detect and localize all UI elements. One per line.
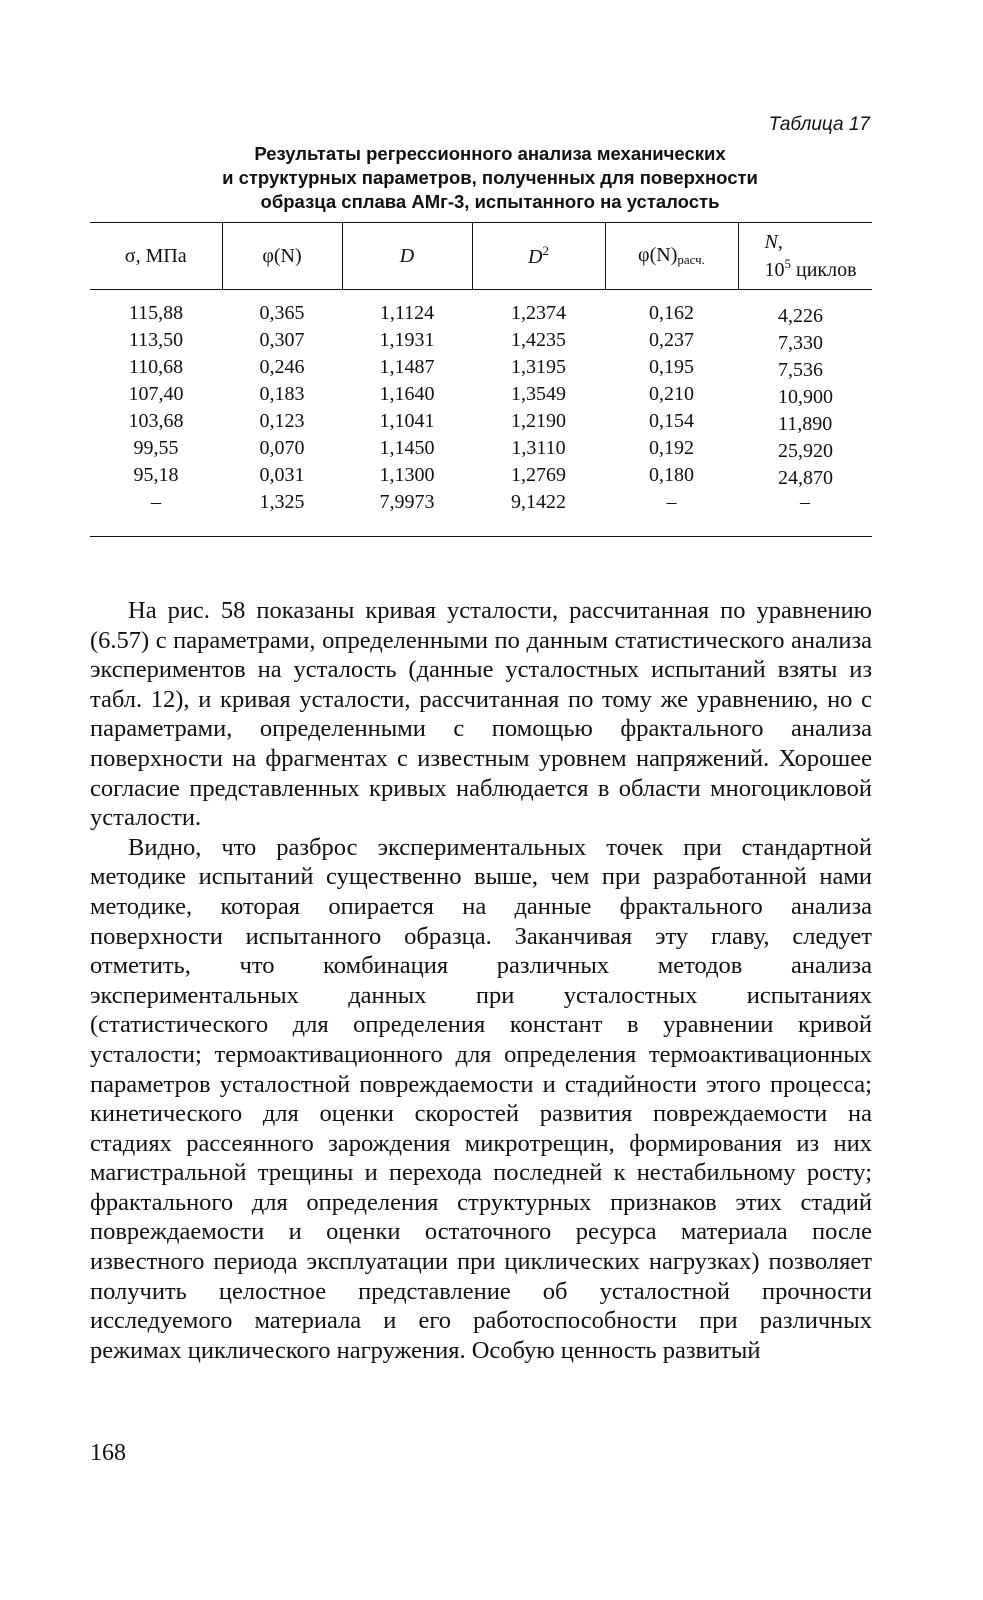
page-number: 168 — [90, 1440, 126, 1466]
table-cell: 107,40 — [128, 383, 184, 405]
table-cell: 1,2374 — [511, 302, 566, 324]
table-cell: 115,88 — [128, 302, 184, 324]
header-phi-calc-base: φ(N) — [638, 244, 678, 266]
table-cell: 7,9973 — [379, 491, 435, 513]
table-cell: 0,162 — [649, 302, 694, 324]
table-cell: 1,1300 — [379, 464, 435, 486]
results-table — [90, 222, 872, 537]
table-cell: – — [666, 491, 677, 513]
table-row — [90, 381, 872, 408]
table-cell: 0,195 — [649, 356, 694, 378]
table-cell: 0,031 — [259, 464, 305, 486]
table-row — [90, 290, 872, 328]
table-cell: 0,246 — [259, 356, 305, 378]
table-cell: – — [800, 491, 810, 513]
table-title-line: и структурных параметров, полученных для поверхности — [222, 167, 758, 188]
table-label: Таблица 17 — [768, 114, 870, 135]
header-n-unit-line — [765, 253, 873, 281]
header-n-base: 10 — [764, 259, 785, 281]
table-row — [90, 462, 872, 489]
table-cell: 10,900 — [778, 386, 833, 408]
header-phi-calc-sub: расч. — [677, 252, 705, 267]
table-cell: 9,1422 — [511, 491, 566, 513]
table-cell: 1,1124 — [379, 302, 435, 324]
body-text — [90, 596, 872, 1365]
table-cell: 0,237 — [649, 329, 694, 351]
table-title-line: Результаты регрессионного анализа механических — [254, 143, 726, 164]
table-cell: 95,18 — [133, 464, 179, 486]
table-cell: 1,1450 — [379, 437, 435, 459]
table-cell: 11,890 — [778, 413, 833, 435]
header-d-squared — [472, 223, 605, 290]
header-phi-n-calc — [605, 223, 738, 290]
table-cell: 1,2190 — [511, 410, 566, 432]
table-cell: 1,325 — [259, 491, 305, 513]
header-sigma: σ, МПа — [124, 244, 187, 267]
header-n-cycles — [738, 223, 872, 290]
table-cell: 0,123 — [259, 410, 305, 432]
table-cell: 7,330 — [778, 332, 823, 354]
table-row — [90, 354, 872, 381]
table-cell: 4,226 — [778, 305, 823, 327]
table-cell: 1,1640 — [379, 383, 435, 405]
table-cell: 0,210 — [649, 383, 694, 405]
table-cell: 0,070 — [259, 437, 305, 459]
table-header-row — [90, 223, 872, 290]
header-n-sup: 5 — [784, 256, 791, 271]
table-cell: 0,180 — [649, 464, 694, 486]
table-title — [150, 142, 830, 214]
table-cell: 1,1931 — [379, 329, 435, 351]
table-cell: 103,68 — [128, 410, 184, 432]
table-cell: 1,4235 — [511, 329, 566, 351]
header-phi-n: φ(N) — [222, 223, 342, 290]
table-body — [90, 290, 872, 537]
header-n-label: N, — [764, 231, 783, 253]
table-cell: 1,1041 — [379, 410, 435, 432]
table-cell: 0,154 — [649, 410, 694, 432]
table-cell: 99,55 — [133, 437, 179, 459]
table-cell: 0,365 — [259, 302, 305, 324]
paragraph: На рис. 58 показаны кривая усталости, рассчитанная по уравнению (6.57) с параметрами, определенными по данным статистического анализа экспериментов на усталость (данные усталостных испытаний взяты из табл. 12), и кривая усталости, рассчитанная по тому же уравнению, но с параметрами, определенными с помощью фрактального анализа поверхности на фрагментах с известным уровнем напряжений. Хорошее согласие представленных кривых наблюдается в области многоцикловой усталости. — [90, 597, 872, 832]
table-cell: 1,1487 — [379, 356, 435, 378]
table-row — [90, 435, 872, 462]
table-title-line: образца сплава АМг-3, испытанного на усталость — [260, 191, 720, 212]
header-d2-base: D — [528, 246, 543, 268]
table-cell: 1,3549 — [511, 383, 566, 405]
table-cell: 25,920 — [778, 440, 833, 462]
table-cell: 24,870 — [778, 467, 833, 489]
table-cell: 110,68 — [128, 356, 184, 378]
table-cell: 0,183 — [259, 383, 305, 405]
header-d2-sup: 2 — [542, 243, 549, 258]
table-cell: 0,192 — [649, 437, 694, 459]
paragraph: Видно, что разброс экспериментальных точек при стандартной методике испытаний существенно выше, чем при разработанной нами методике, которая опирается на данные фрактального анализа поверхности испытанного образца. Заканчивая эту главу, следует отметить, что комбинация различных методов анализа экспериментальных данных при усталостных испытаниях (статистического для определения констант в уравнении кривой усталости; термоактивационного для определения термоактивационных параметров усталостной повреждаемости и стадийности этого процесса; кинетического для оценки скоростей развития повреждаемости на стадиях рассеянного зарождения микротрещин, формирования из них магистральной трещины и перехода последней к нестабильному росту; фрактального для определения структурных признаков этих стадий повреждаемости и оценки остаточного ресурса материала после известного периода эксплуатации при циклических нагрузках) позволяет получить целостное представление об усталостной прочности исследуемого материала и его работоспособности при различных режимах циклического нагружения. Особую ценность развитый — [90, 833, 872, 1364]
header-n-unit: циклов — [791, 259, 857, 281]
table-cell: 0,307 — [259, 329, 305, 351]
table-cell: 1,3110 — [511, 437, 566, 459]
table-cell: 1,3195 — [511, 356, 566, 378]
header-d: D — [342, 223, 472, 290]
table-cell: 1,2769 — [511, 464, 566, 486]
table-row — [90, 327, 872, 354]
table-cell: 113,50 — [128, 329, 184, 351]
table-row — [90, 489, 872, 537]
table-row — [90, 408, 872, 435]
table-cell: 7,536 — [778, 359, 823, 381]
table-cell: – — [151, 491, 161, 513]
